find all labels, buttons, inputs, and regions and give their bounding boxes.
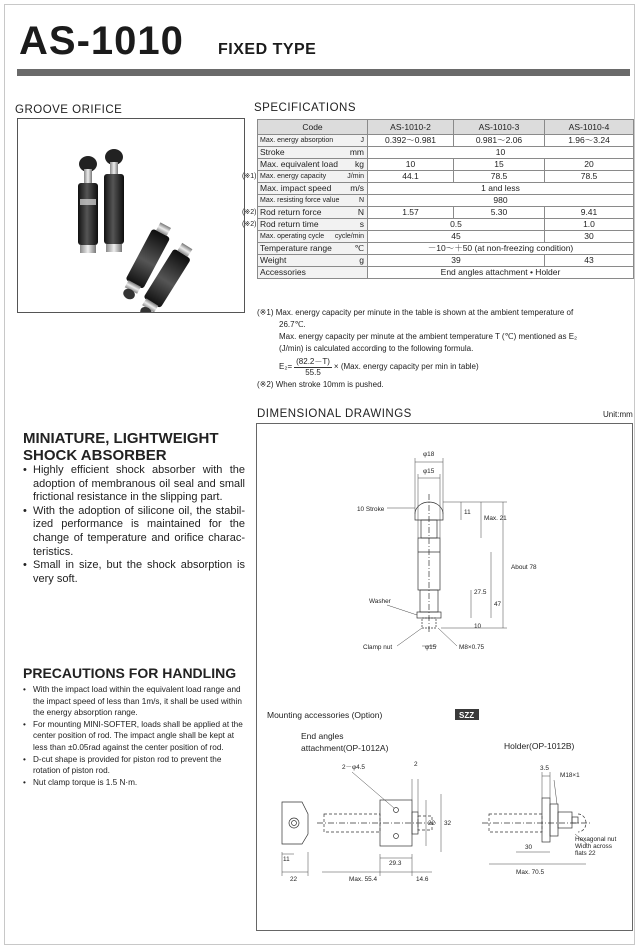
dimensional-drawing-box <box>256 423 633 931</box>
unit: J/min <box>347 173 364 180</box>
table-cell: 1.57 <box>368 207 454 219</box>
header-as-1010-3: AS-1010-3 <box>454 120 545 135</box>
row-label <box>258 159 368 171</box>
table-row <box>258 219 634 231</box>
note-1-line4: (J/min) is calculated according to the following formula. <box>279 344 474 353</box>
spec-notes <box>257 307 635 391</box>
note-1-line2: 26.7℃. <box>279 320 306 329</box>
page-frame <box>4 4 635 945</box>
washer-label: Washer <box>369 598 391 605</box>
label-text: Max. energy absorption <box>260 137 334 144</box>
features-title-line2: SHOCK ABSORBER <box>23 447 167 464</box>
table-cell: 15 <box>454 159 545 171</box>
dim-phi15-bottom: φ15 <box>425 644 437 651</box>
absorber-unit-1 <box>78 156 98 253</box>
row-label <box>258 243 368 255</box>
dim-27-5: 27.5 <box>474 589 487 596</box>
formula-numerator: (82.2－T) <box>296 356 330 366</box>
table-row <box>258 207 634 219</box>
row-label <box>242 219 368 231</box>
note-2: (※2) When stroke 10mm is pushed. <box>257 380 384 389</box>
absorber-unit-2 <box>104 149 124 252</box>
label-text: Accessories <box>260 267 306 277</box>
dim-thread: M8×0.75 <box>459 644 485 651</box>
table-row <box>258 195 634 207</box>
table-row <box>258 159 634 171</box>
features-title <box>23 430 243 464</box>
end-angle-title-2: attachment(OP-1012A) <box>301 743 389 753</box>
footnote-mark: (※2) <box>242 221 257 228</box>
formula <box>257 355 635 379</box>
row-label <box>258 267 368 279</box>
note-1-line1: (※1) Max. energy capacity per minute in the table is shown at the ambient temperature of <box>257 308 574 317</box>
dim-phi18: φ18 <box>423 451 435 458</box>
unit: cycle/min <box>334 233 364 240</box>
precaution-item: • D-cut shape is provided for piston rod to prevent the rotation of piston rod. <box>23 754 245 777</box>
table-cell: 44.1 <box>368 171 454 183</box>
unit: mm <box>349 147 364 157</box>
dim-phi15-top: φ15 <box>423 468 435 475</box>
label-text: Rod return time <box>260 219 319 229</box>
table-cell: 5.30 <box>454 207 545 219</box>
table-cell: 43 <box>545 255 634 267</box>
note-1-line3: Max. energy capacity per minute at the ambient temperature T (℃) mentioned as E₂ <box>279 332 578 341</box>
model-title: AS-1010 <box>19 19 184 63</box>
unit: ℃ <box>354 243 364 253</box>
unit: N <box>358 197 364 204</box>
row-label <box>242 207 368 219</box>
table-row <box>258 231 634 243</box>
end-angle-title-1: End angles <box>301 731 344 741</box>
specifications-table <box>242 119 634 279</box>
precautions-list <box>23 684 245 788</box>
shock-absorber-photo-illustration <box>18 119 244 312</box>
label-text: Max. resisting force value <box>260 197 340 204</box>
unit: kg <box>355 159 364 169</box>
end-angle-drawing <box>282 800 437 846</box>
feature-item: • With the adoption of silicone oil, the stabil-ized performance is maintained for the change of temperature and orifice charac-teristics. <box>23 505 245 559</box>
end-dim-29-3: 29.3 <box>389 860 402 867</box>
table-cell: 0.981～2.06 <box>454 135 545 147</box>
unit: m/s <box>350 183 364 193</box>
label-text: Max. operating cycle <box>260 233 325 240</box>
label-text: Rod return force <box>260 207 322 217</box>
end-dim-22h: 22 <box>290 876 298 883</box>
precautions-title: PRECAUTIONS FOR HANDLING <box>23 665 237 681</box>
groove-orifice-heading: GROOVE ORIFICE <box>15 104 123 116</box>
model-type: FIXED TYPE <box>218 41 317 58</box>
unit: g <box>359 255 364 265</box>
hexnut-label-3: flats 22 <box>575 850 596 857</box>
hexnut-label-2: Width across <box>575 843 612 850</box>
end-dim-max55-4: Max. 55.4 <box>349 876 378 883</box>
dim-about78: About 78 <box>511 564 537 571</box>
features-title-line1: MINIATURE, LIGHTWEIGHT <box>23 430 219 447</box>
dimensional-drawing-svg <box>257 424 632 930</box>
precaution-item: • Nut clamp torque is 1.5 N·m. <box>23 777 245 789</box>
holder-dim-30: 30 <box>525 844 533 851</box>
label-text: Weight <box>260 255 287 265</box>
specifications-heading: SPECIFICATIONS <box>254 102 356 114</box>
unit: N <box>357 207 364 217</box>
table-cell: 980 <box>368 195 634 207</box>
product-photo <box>17 118 245 313</box>
label-text: Max. equivalent load <box>260 159 338 169</box>
end-dim-2: 2 <box>414 761 418 768</box>
mounting-title: Mounting accessories (Option) <box>267 710 383 720</box>
dimensional-heading: DIMENSIONAL DRAWINGS <box>257 408 412 420</box>
absorber-drawing <box>415 494 443 634</box>
header-as-1010-4: AS-1010-4 <box>545 120 634 135</box>
row-label <box>258 147 368 159</box>
end-dim-32: 32 <box>444 820 452 827</box>
dim-47: 47 <box>494 601 502 608</box>
row-label <box>258 135 368 147</box>
dim-10: 10 <box>474 623 482 630</box>
row-label <box>258 255 368 267</box>
table-row <box>258 255 634 267</box>
table-row <box>258 147 634 159</box>
title-rule <box>17 69 630 76</box>
end-dim-11: 11 <box>283 856 290 863</box>
label-text: Max. impact speed <box>260 183 332 193</box>
table-cell: 1.0 <box>545 219 634 231</box>
end-dim-holes: 2－φ4.5 <box>342 764 365 771</box>
features-list <box>23 464 245 586</box>
unit-label: Unit:mm <box>603 410 633 419</box>
table-cell: 39 <box>368 255 545 267</box>
unit: J <box>360 137 364 144</box>
szz-badge: SZZ <box>459 711 475 720</box>
label-text: Stroke <box>260 147 285 157</box>
row-label <box>258 195 368 207</box>
dim-11: 11 <box>464 509 471 516</box>
table-row <box>258 183 634 195</box>
row-label <box>258 231 368 243</box>
unit: s <box>359 219 364 229</box>
formula-rhs: × (Max. energy capacity per min in table) <box>333 362 479 371</box>
table-cell: 78.5 <box>454 171 545 183</box>
holder-dim-3-5: 3.5 <box>540 765 549 772</box>
table-cell: 1 and less <box>368 183 634 195</box>
table-row <box>258 171 634 183</box>
label-text: Max. energy capacity <box>260 173 327 180</box>
table-row <box>258 243 634 255</box>
row-label <box>258 183 368 195</box>
table-row <box>258 135 634 147</box>
table-cell: 30 <box>545 231 634 243</box>
table-cell: 0.392～0.981 <box>368 135 454 147</box>
formula-lhs: E₂= <box>279 362 293 371</box>
footnote-mark: (※1) <box>242 173 257 180</box>
table-cell: 78.5 <box>545 171 634 183</box>
table-cell: End angles attachment • Holder <box>368 267 634 279</box>
table-cell: 0.5 <box>368 219 545 231</box>
precaution-item: • With the impact load within the equivalent load range and the impact speed of less than 1m/s, it shall be used within the energy absorption range. <box>23 684 245 719</box>
dimension-lines <box>387 458 507 646</box>
end-angle-dimensions <box>282 772 441 876</box>
end-dim-14-6: 14.6 <box>416 876 429 883</box>
table-row <box>258 267 634 279</box>
holder-dim-m18: M18×1 <box>560 772 580 779</box>
table-cell: 45 <box>368 231 545 243</box>
dim-stroke: 10 Stroke <box>357 506 385 513</box>
holder-title: Holder(OP-1012B) <box>504 741 575 751</box>
formula-denominator: 55.5 <box>305 367 321 377</box>
table-cell: －10～＋50 (at non-freezing condition) <box>368 243 634 255</box>
table-cell: 1.96～3.24 <box>545 135 634 147</box>
hexnut-label-1: Hexagonal nut <box>575 836 617 843</box>
formula-fraction <box>294 357 332 378</box>
table-cell: 9.41 <box>545 207 634 219</box>
clampnut-label: Clamp nut <box>363 644 393 651</box>
header-code: Code <box>258 120 368 135</box>
precaution-item: • For mounting MINI-SOFTER, loads shall be applied at the center position of rod. The impact angle shall be kept at less than ±0.05rad against the center position of rod. <box>23 719 245 754</box>
header-as-1010-2: AS-1010-2 <box>368 120 454 135</box>
table-cell: 20 <box>545 159 634 171</box>
row-label <box>242 171 368 183</box>
label-text: Temperature range <box>260 243 332 253</box>
table-cell: 10 <box>368 147 634 159</box>
table-header-row <box>258 120 634 135</box>
feature-item: • Small in size, but the shock absorption is very soft. <box>23 559 245 586</box>
holder-dim-max70-5: Max. 70.5 <box>516 869 545 876</box>
feature-item: • Highly efficient shock absorber with the adoption of membranous oil seal and small frictional resistance in the slipping part. <box>23 464 245 505</box>
footnote-mark: (※2) <box>242 209 257 216</box>
end-dim-22v: 22 <box>428 820 436 827</box>
table-cell: 10 <box>368 159 454 171</box>
dim-max21: Max. 21 <box>484 515 507 522</box>
